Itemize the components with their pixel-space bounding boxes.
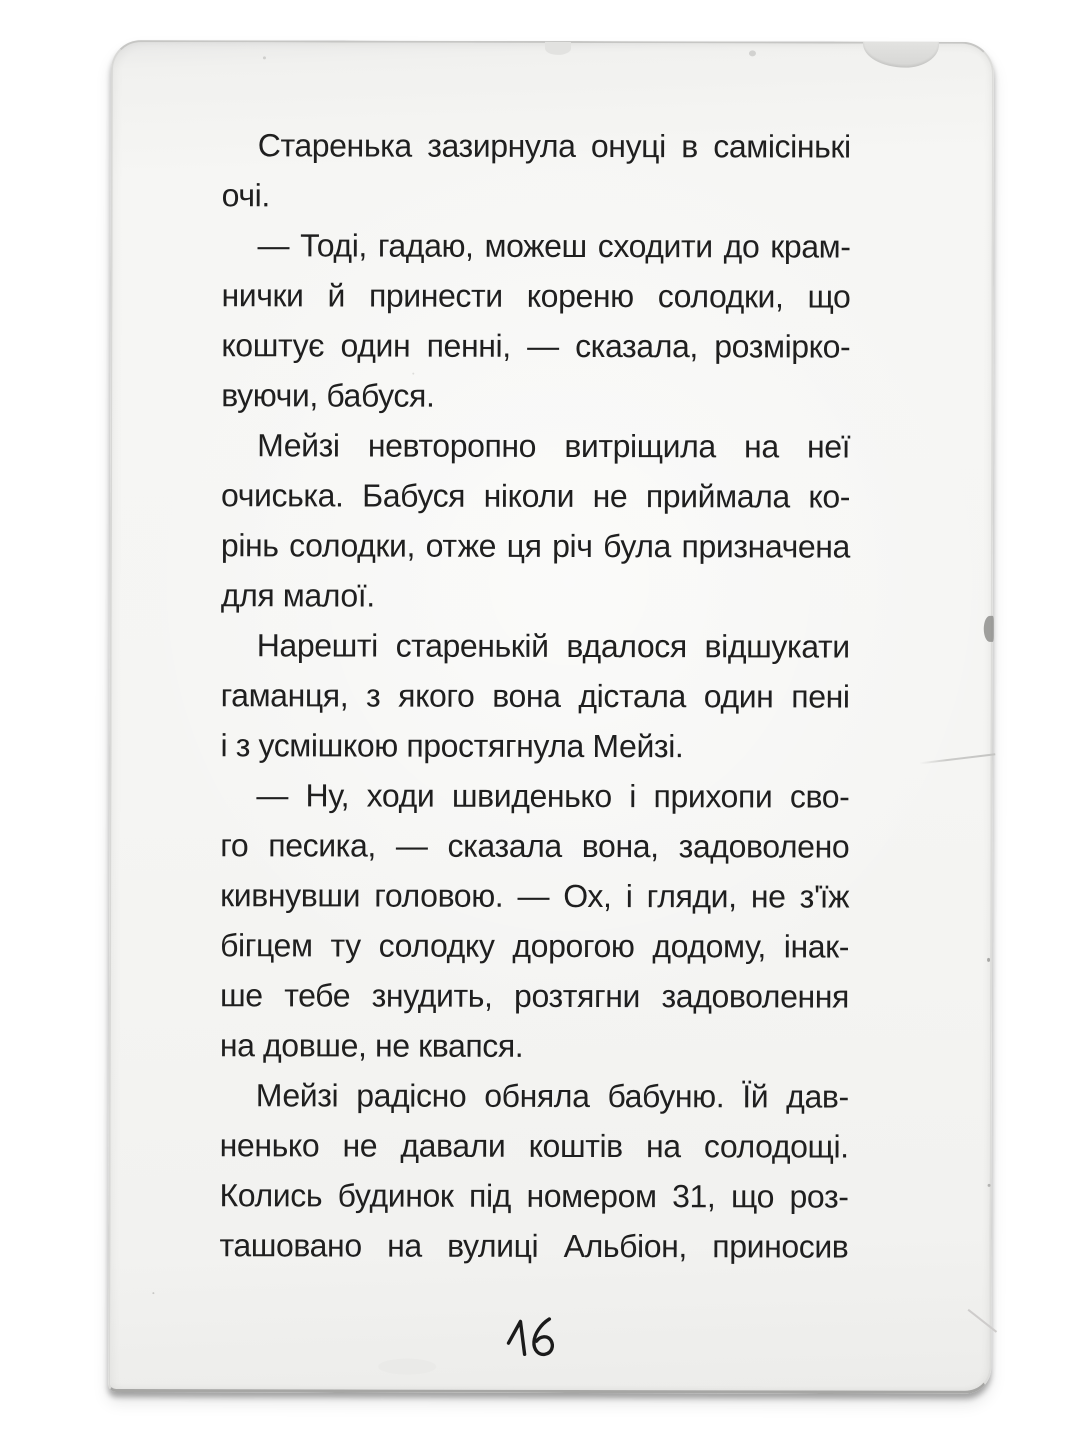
word: сво- bbox=[789, 778, 850, 815]
word: приносив bbox=[712, 1228, 849, 1265]
word: якого bbox=[398, 677, 475, 714]
text-line bbox=[220, 920, 849, 971]
word: Ох, bbox=[563, 877, 612, 915]
word: Колись bbox=[219, 1177, 323, 1214]
word: песика, bbox=[268, 827, 376, 864]
word: на bbox=[387, 1227, 422, 1264]
word: давали bbox=[400, 1127, 506, 1164]
word: дорогою bbox=[512, 927, 635, 965]
word: самісінькі bbox=[713, 128, 851, 165]
word: Нарешті bbox=[256, 627, 378, 664]
word: обняла bbox=[484, 1077, 590, 1115]
word: гляди, bbox=[646, 878, 737, 915]
word: ташовано bbox=[219, 1227, 362, 1264]
word: розтягни bbox=[514, 977, 641, 1015]
text-line: очі. bbox=[221, 177, 270, 214]
word: неї bbox=[806, 428, 851, 465]
word: коштує bbox=[221, 327, 325, 364]
paper-dot-top bbox=[749, 50, 756, 56]
word: приймала bbox=[645, 478, 790, 515]
word: принести bbox=[368, 277, 503, 314]
text-line bbox=[220, 870, 849, 921]
word: ше bbox=[219, 977, 263, 1014]
word: номером bbox=[526, 1177, 657, 1215]
word: зазирнула bbox=[427, 127, 576, 164]
word: ту bbox=[330, 927, 361, 964]
word: солодку bbox=[378, 927, 495, 964]
word: витріщила bbox=[564, 427, 716, 465]
page-text bbox=[219, 120, 850, 1271]
word: задоволення bbox=[661, 978, 850, 1015]
word: отже bbox=[425, 527, 497, 564]
paper-smudge-bottom bbox=[378, 1359, 436, 1375]
word: розмірко- bbox=[714, 328, 851, 365]
word: Бабуся bbox=[362, 477, 466, 514]
word: і bbox=[629, 778, 637, 815]
word: крам- bbox=[770, 228, 851, 265]
word: сказала, bbox=[575, 327, 698, 365]
text-line bbox=[220, 820, 849, 871]
word: — bbox=[517, 877, 550, 914]
word: один bbox=[340, 327, 411, 364]
word: додому, bbox=[652, 928, 766, 965]
word: не bbox=[342, 1127, 378, 1164]
word: на bbox=[645, 1128, 681, 1165]
word: онуці bbox=[590, 128, 666, 165]
word: ходи bbox=[366, 777, 435, 814]
word: солодки, bbox=[657, 278, 784, 315]
text-line bbox=[222, 120, 851, 171]
text-line bbox=[221, 520, 850, 571]
word: швиденько bbox=[451, 777, 612, 815]
word: сказала bbox=[447, 827, 562, 864]
text-line bbox=[222, 220, 851, 271]
paper-speck bbox=[988, 1184, 991, 1187]
word: пенні, bbox=[426, 327, 511, 364]
word: ко- bbox=[808, 478, 851, 515]
word: один bbox=[703, 678, 774, 715]
word: Мейзі bbox=[255, 1077, 339, 1114]
word: вдалося bbox=[566, 627, 687, 665]
paper-speck bbox=[987, 958, 990, 962]
text-line bbox=[221, 420, 850, 471]
word: тебе bbox=[284, 977, 351, 1014]
word: що bbox=[807, 278, 851, 315]
text-line bbox=[221, 320, 850, 371]
word: що bbox=[730, 1178, 775, 1215]
word: гаманця, bbox=[220, 677, 349, 714]
word: не bbox=[592, 478, 628, 515]
word: 31, bbox=[672, 1178, 716, 1215]
word: гадаю, bbox=[377, 227, 474, 264]
handwritten-page-number-glyphs bbox=[503, 1314, 561, 1363]
word: ненько bbox=[219, 1127, 320, 1164]
word: роз- bbox=[789, 1178, 849, 1215]
word: бігцем bbox=[220, 927, 313, 964]
text-line: на довше, не квапся. bbox=[219, 1027, 524, 1064]
text-line bbox=[220, 770, 849, 821]
word: була bbox=[603, 528, 671, 565]
word: річ bbox=[552, 527, 593, 565]
word: Старенька bbox=[257, 127, 412, 164]
paper-smudge-top bbox=[545, 42, 571, 55]
word: під bbox=[469, 1177, 512, 1214]
word: — bbox=[257, 227, 290, 264]
word: невторопно bbox=[367, 427, 537, 464]
word: відшукати bbox=[704, 628, 850, 665]
word: очиська. bbox=[221, 477, 344, 514]
paper-speck bbox=[263, 56, 266, 59]
word: — bbox=[395, 827, 428, 864]
paper-notch-right-edge bbox=[984, 616, 994, 642]
word: задоволено bbox=[678, 828, 850, 865]
word: призначена bbox=[681, 528, 850, 565]
word: ніколи bbox=[483, 477, 575, 514]
word: кореню bbox=[526, 277, 634, 315]
word: вона, bbox=[581, 827, 659, 865]
text-line bbox=[221, 670, 850, 721]
word: — bbox=[527, 327, 559, 364]
word: прихопи bbox=[653, 778, 773, 815]
word: вона bbox=[492, 677, 561, 714]
word: інак- bbox=[783, 928, 850, 965]
word: на bbox=[744, 428, 779, 465]
word: нички bbox=[221, 277, 304, 314]
word: кивнувши bbox=[220, 877, 361, 914]
page-number bbox=[503, 1314, 561, 1363]
paper-chip-top bbox=[863, 42, 939, 68]
text-line: для малої. bbox=[220, 577, 375, 614]
word: ця bbox=[506, 527, 542, 564]
word: можеш bbox=[484, 227, 587, 264]
word: з bbox=[366, 677, 381, 714]
word: вулиці bbox=[447, 1227, 539, 1264]
word: коштів bbox=[528, 1127, 623, 1165]
word: пені bbox=[791, 678, 850, 715]
text-line bbox=[219, 1220, 848, 1271]
word: дав- bbox=[786, 1078, 849, 1115]
word: в bbox=[681, 128, 698, 165]
word: не bbox=[750, 878, 786, 915]
word: головою. bbox=[374, 877, 504, 914]
word: го bbox=[220, 827, 249, 864]
word: Альбіон, bbox=[563, 1227, 687, 1265]
paper-crease-bottom-right bbox=[968, 1309, 998, 1333]
word: з'їж bbox=[799, 878, 850, 915]
book-page bbox=[108, 40, 994, 1394]
paper-speck bbox=[152, 1292, 154, 1294]
word: — bbox=[256, 777, 289, 814]
word: Ну, bbox=[305, 777, 350, 814]
word: солодощі. bbox=[703, 1128, 849, 1165]
paper-crease-right bbox=[920, 753, 996, 764]
word: знудить, bbox=[371, 977, 493, 1014]
text-line: вуючи, бабуся. bbox=[221, 377, 435, 414]
word: Тоді, bbox=[300, 227, 367, 264]
word: до bbox=[723, 228, 760, 265]
word: бабуню. bbox=[607, 1078, 725, 1115]
word: дістала bbox=[578, 677, 686, 715]
word: й bbox=[327, 277, 346, 314]
word: Мейзі bbox=[257, 427, 340, 464]
text-line bbox=[220, 970, 849, 1021]
word: старенькій bbox=[395, 627, 549, 664]
word: рінь bbox=[220, 527, 279, 564]
text-line bbox=[221, 270, 850, 321]
word: солодки, bbox=[289, 527, 416, 564]
text-line bbox=[221, 470, 850, 521]
word: радісно bbox=[356, 1077, 467, 1114]
text-line: і з усмішкою простягнула Мейзі. bbox=[220, 727, 684, 765]
text-line bbox=[221, 620, 850, 671]
text-line bbox=[220, 1070, 849, 1121]
word: будинок bbox=[337, 1177, 454, 1214]
text-line bbox=[220, 1170, 849, 1221]
text-line bbox=[220, 1120, 849, 1171]
word: сходити bbox=[597, 228, 713, 265]
word: і bbox=[625, 878, 633, 915]
word: Їй bbox=[742, 1078, 769, 1115]
